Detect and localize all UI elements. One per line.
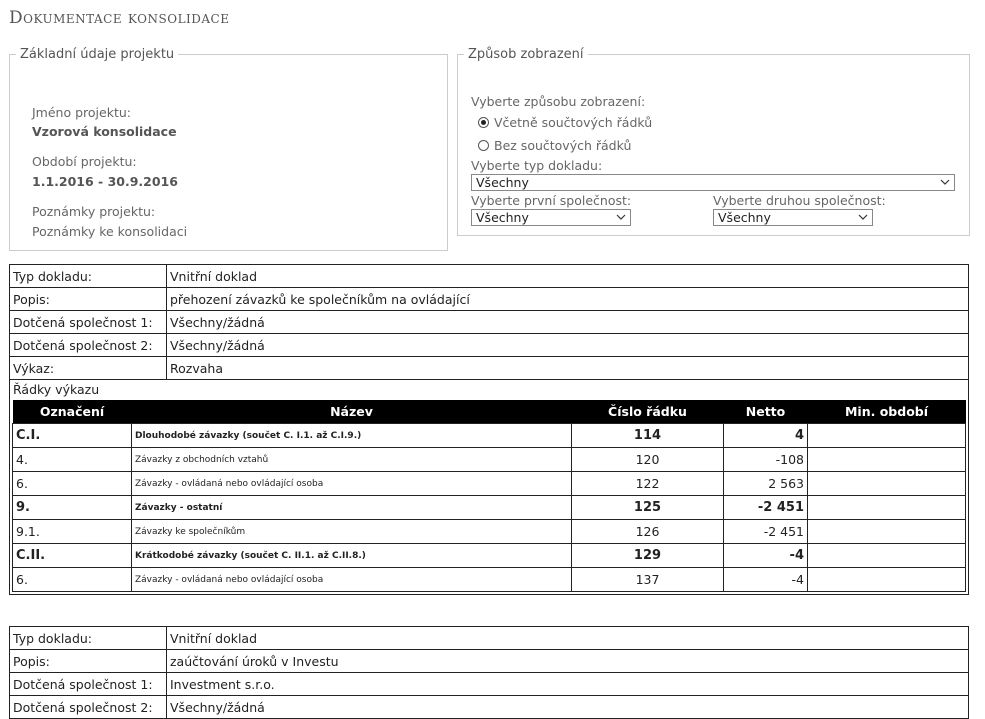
doc-value: zaúčtování úroků v Investu [167,650,969,673]
doc-value: Všechny/žádná [167,311,969,334]
line-code: C.I. [13,424,132,448]
display-options-panel [457,47,970,236]
line-net: 4 [724,424,808,448]
doc-type-label: Vyberte typ dokladu: [471,158,603,173]
company1-label: Vyberte první společnost: [471,193,632,208]
company2-select[interactable] [713,209,873,226]
table-row [13,424,966,448]
project-info-legend: Základní údaje projektu [20,47,175,62]
line-net: -108 [724,448,808,472]
line-number: 114 [572,424,724,448]
chevron-down-icon [858,212,868,222]
line-net: -4 [724,568,808,592]
doc-type-select[interactable] [471,174,955,191]
doc-key: Typ dokladu: [10,265,167,288]
line-number: 137 [572,568,724,592]
project-name-value: Vzorová konsolidace [32,124,177,139]
doc-value: Investment s.r.o. [167,673,969,696]
radio-with-totals[interactable] [478,115,652,130]
doc-lines-row [10,380,969,595]
line-code: 4. [13,448,132,472]
radio-without-totals-label: Bez součtových řádků [494,138,632,153]
doc-row [10,650,969,673]
doc-value: Rozvaha [167,357,969,380]
doc-row [10,334,969,357]
col-header-num: Číslo řádku [572,400,724,424]
line-number: 122 [572,472,724,496]
doc-row [10,673,969,696]
line-net: -4 [724,544,808,568]
line-code: 6. [13,472,132,496]
line-min [808,472,966,496]
line-min [808,520,966,544]
doc-value: Vnitřní doklad [167,627,969,650]
line-code: 9.1. [13,520,132,544]
line-net: -2 451 [724,520,808,544]
project-period-label: Období projektu: [32,154,137,169]
doc-row [10,265,969,288]
doc-key: Popis: [10,288,167,311]
line-number: 129 [572,544,724,568]
line-name: Závazky - ovládaná nebo ovládající osoba [132,568,572,592]
doc-key: Dotčená společnost 1: [10,673,167,696]
doc-key: Výkaz: [10,357,167,380]
table-row [13,520,966,544]
line-min [808,544,966,568]
project-period-value: 1.1.2016 - 30.9.2016 [32,174,178,189]
line-number: 120 [572,448,724,472]
line-code: 9. [13,496,132,520]
table-row [13,568,966,592]
project-notes-value: Poznámky ke konsolidaci [32,224,188,239]
col-header-net: Netto [724,400,808,424]
line-code: C.II. [13,544,132,568]
doc-row [10,357,969,380]
line-name: Krátkodobé závazky (součet C. II.1. až C.II.8.) [132,544,572,568]
company2-select-value: Všechny [718,210,771,225]
radio-with-totals-label: Včetně součtových řádků [494,115,653,130]
document-table-2 [9,626,969,719]
company1-select[interactable] [471,209,631,226]
doc-key: Typ dokladu: [10,627,167,650]
col-header-name: Název [132,400,572,424]
report-lines-label: Řádky výkazu [13,382,100,397]
doc-value: Všechny/žádná [167,334,969,357]
doc-key: Dotčená společnost 2: [10,696,167,719]
line-min [808,496,966,520]
table-row [13,544,966,568]
line-net: 2 563 [724,472,808,496]
page-title: Dokumentace konsolidace [9,8,230,28]
chevron-down-icon [940,177,950,187]
doc-key: Dotčená společnost 1: [10,311,167,334]
line-name: Dlouhodobé závazky (součet C. I.1. až C.I.9.) [132,424,572,448]
line-min [808,424,966,448]
line-min [808,448,966,472]
radio-checked-icon[interactable] [478,117,489,128]
doc-lines-cell [10,380,969,595]
radio-without-totals[interactable] [478,138,631,153]
line-name: Závazky - ovládaná nebo ovládající osoba [132,472,572,496]
table-row [13,448,966,472]
company1-select-value: Všechny [476,210,529,225]
document-table-1 [9,264,969,595]
line-name: Závazky z obchodních vztahů [132,448,572,472]
doc-row [10,696,969,719]
project-name-label: Jméno projektu: [32,105,131,120]
doc-row [10,288,969,311]
doc-key: Popis: [10,650,167,673]
line-net: -2 451 [724,496,808,520]
table-row [13,472,966,496]
radio-unchecked-icon[interactable] [478,140,489,151]
line-code: 6. [13,568,132,592]
doc-value: Vnitřní doklad [167,265,969,288]
line-min [808,568,966,592]
col-header-code: Označení [13,400,132,424]
company2-label: Vyberte druhou společnost: [713,193,886,208]
doc-value: přehození závazků ke společníkům na ovládající [167,288,969,311]
doc-key: Dotčená společnost 2: [10,334,167,357]
display-mode-label: Vyberte způsobu zobrazení: [471,94,646,109]
doc-type-select-value: Všechny [476,175,529,190]
report-lines-table [12,400,966,592]
table-header-row [13,400,966,424]
doc-value: Všechny/žádná [167,696,969,719]
table-row [13,496,966,520]
doc-row [10,627,969,650]
line-name: Závazky - ostatní [132,496,572,520]
col-header-min: Min. období [808,400,966,424]
line-number: 126 [572,520,724,544]
chevron-down-icon [616,212,626,222]
project-info-panel [9,47,448,251]
line-name: Závazky ke společníkům [132,520,572,544]
doc-row [10,311,969,334]
project-notes-label: Poznámky projektu: [32,204,156,219]
display-options-legend: Způsob zobrazení [468,47,584,62]
line-number: 125 [572,496,724,520]
